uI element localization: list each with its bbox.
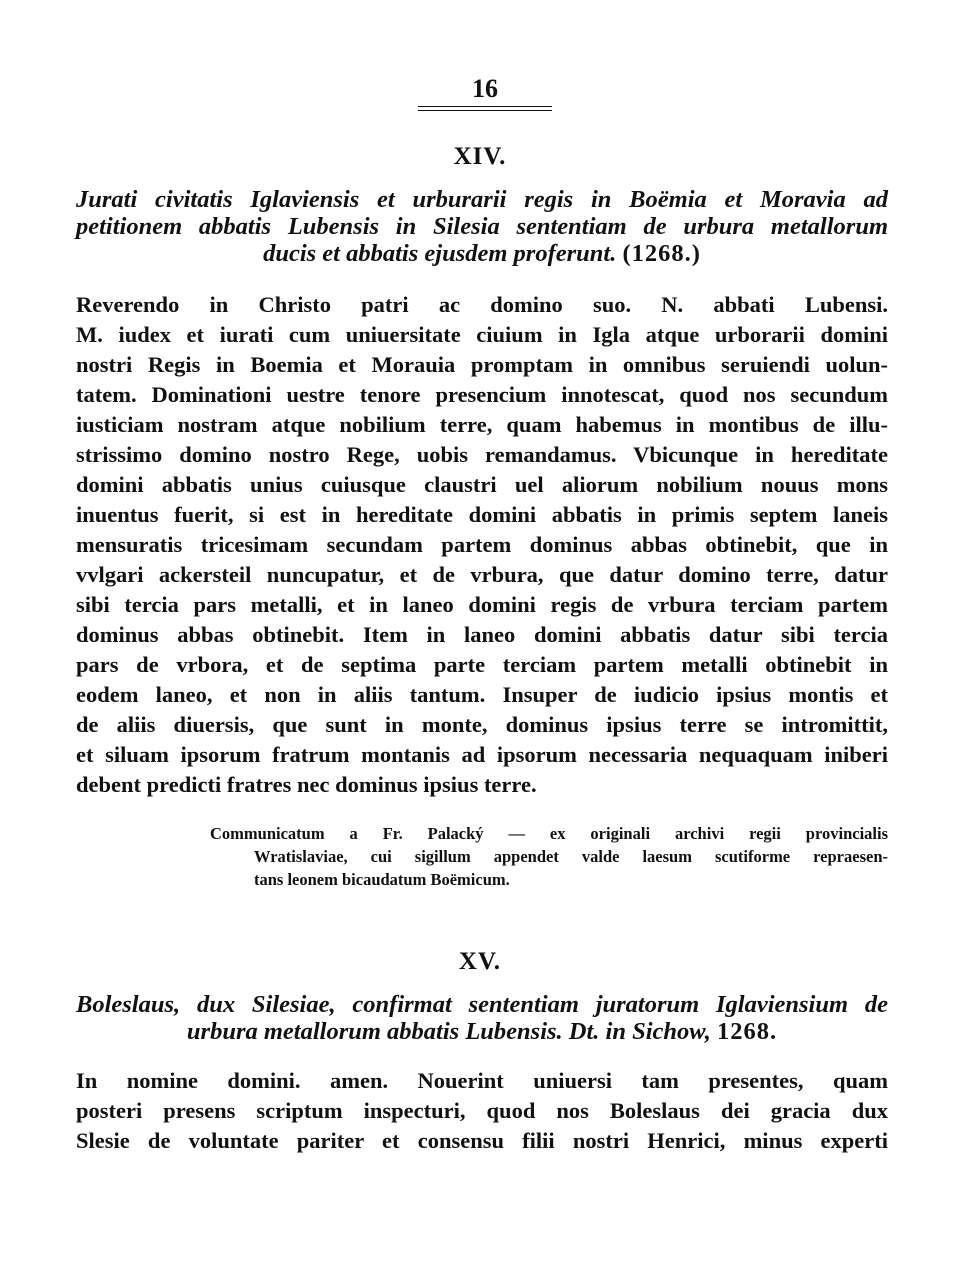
page-number-rule — [418, 110, 552, 111]
doc14-body-line: mensuratis tricesimam secundam partem dominus abbas obtinebit, que in — [76, 532, 888, 557]
doc14-title-line-group — [76, 240, 888, 267]
page-number-rule — [418, 106, 552, 107]
doc15-body-line: posteri presens scriptum inspecturi, quod nos Boleslaus dei gracia dux — [76, 1098, 888, 1123]
doc14-body-line: Reverendo in Christo patri ac domino suo. N. abbati Lubensi. — [76, 292, 888, 317]
doc14-body-line: de aliis diuersis, que sunt in monte, dominus ipsius terre se intromittit, — [76, 712, 888, 737]
doc15-year: 1268. — [716, 1018, 778, 1045]
doc14-body-line: strissimo domino nostro Rege, uobis remandamus. Vbicunque in hereditate — [76, 442, 888, 467]
doc14-body-line: et siluam ipsorum fratrum montanis ad ipsorum necessaria nequaquam iniberi — [76, 742, 888, 767]
doc15-body — [76, 1066, 888, 1156]
doc14-body-line: tatem. Dominationi uestre tenore presencium innotescat, quod nos secundum — [76, 382, 888, 407]
doc15-body-line: In nomine domini. amen. Nouerint uniuersi tam presentes, quam — [76, 1068, 888, 1093]
doc15-title-line: Boleslaus, dux Silesiae, confirmat sententiam juratorum Iglaviensium de — [76, 991, 888, 1018]
doc14-body-line: M. iudex et iurati cum uniuersitate ciuium in Igla atque urborarii domini — [76, 322, 888, 347]
doc14-body-line: domini abbatis unius cuiusque claustri uel aliorum nobilium nouus mons — [76, 472, 888, 497]
doc14-body-line: sibi tercia pars metalli, et in laneo domini regis de vrbura terciam partem — [76, 592, 888, 617]
doc14-body-line: dominus abbas obtinebit. Item in laneo domini abbatis datur sibi tercia — [76, 622, 888, 647]
doc14-body-line: inuentus fuerit, si est in hereditate domini abbatis in primis septem laneis — [76, 502, 888, 527]
doc14-title-line: ducis et abbatis ejusdem proferunt. — [263, 240, 617, 267]
doc15-body-line: Slesie de voluntate pariter et consensu filii nostri Henrici, minus experti — [76, 1128, 888, 1153]
doc15-title-line: urbura metallorum abbatis Lubensis. Dt. in Sichow, — [186, 1018, 711, 1045]
doc15-title — [76, 991, 888, 1045]
doc14-body-line: vvlgari ackersteil nuncupatur, et de vrbura, que datur domino terre, datur — [76, 562, 888, 587]
doc14-title — [76, 186, 888, 267]
doc14-body-line: nostri Regis in Boemia et Morauia promptam in omnibus seruiendi uolun- — [76, 352, 888, 377]
doc15-numeral: XV. — [458, 948, 502, 975]
doc15-title-line-group — [76, 1018, 888, 1045]
doc14-source-note — [210, 822, 888, 891]
doc14-note-line: Communicatum a Fr. Palacký — ex originali archivi regii provincialis — [210, 824, 888, 843]
page-number: 16 — [472, 74, 498, 103]
doc14-body — [76, 290, 888, 800]
doc14-body-line: debent predicti fratres nec dominus ipsius terre. — [76, 772, 537, 797]
doc14-title-line: Jurati civitatis Iglaviensis et urburarii regis in Boëmia et Moravia ad — [76, 186, 888, 213]
doc14-numeral: XIV. — [453, 143, 507, 170]
doc14-note-line: Wratislaviae, cui sigillum appendet valde laesum scutiforme repraesen- — [254, 847, 888, 866]
doc14-title-line: petitionem abbatis Lubensis in Silesia sententiam de urbura metallorum — [76, 213, 888, 240]
doc14-body-line: iusticiam nostram atque nobilium terre, quam habemus in montibus de illu- — [76, 412, 888, 437]
doc14-note-line: tans leonem bicaudatum Boëmicum. — [254, 870, 510, 889]
doc14-body-line: eodem laneo, et non in aliis tantum. Insuper de iudicio ipsius montis et — [76, 682, 888, 707]
doc14-body-line: pars de vrbora, et de septima parte terciam partem metalli obtinebit in — [76, 652, 888, 677]
doc14-year: (1268.) — [622, 240, 701, 267]
